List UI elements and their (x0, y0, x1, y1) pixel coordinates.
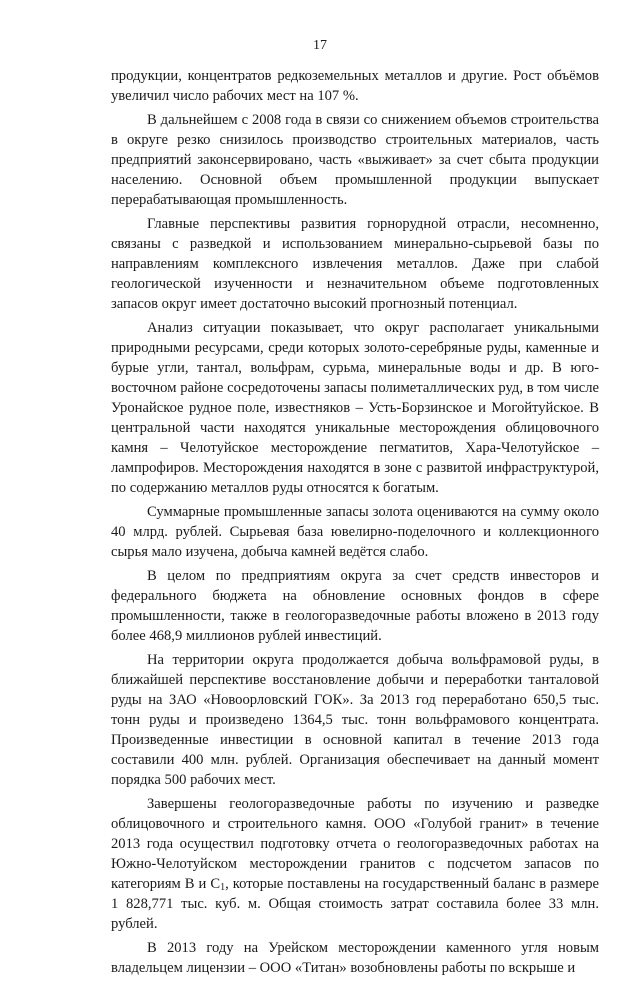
paragraph-4: Анализ ситуации показывает, что округ располагает уникальными природными ресурсами, среди которых золото-серебряные руды, каменные и бурые угли, тантал, вольфрам, сурьма, минеральные воды и др. В юго-восточном районе сосредоточены запасы полиметаллических руд, в том числе Уронайское рудное поле, известняков – Усть-Борзинское и Могойтуйское. В центральной части находятся уникальные месторождения облицовочного камня – Челотуйское месторождение пегматитов, Хара-Челотуйское – лампрофиров. Месторождения находятся в зоне с развитой инфраструктурой, по содержанию металлов руды относятся к богатым. (111, 319, 599, 497)
paragraph-8 (111, 794, 599, 935)
paragraph-3: Главные перспективы развития горнорудной отрасли, несомненно, связаны с разведкой и использованием минерально-сырьевой базы по направлениям комплексного извлечения металлов. Даже при слабой геологической изученности и незначительном объеме подготовленных запасов округ имеет достаточно высокий прогнозный потенциал. (111, 215, 599, 313)
paragraph-6: В целом по предприятиям округа за счет средств инвесторов и федерального бюджета на обновление основных фондов в сфере промышленности, также в геологоразведочные работы вложено в 2013 году более 468,9 миллионов рублей инвестиций. (111, 567, 599, 645)
paragraph-1: продукции, концентратов редкоземельных металлов и другие. Рост объёмов увеличил число рабочих мест на 107 %. (111, 68, 599, 105)
paragraph-2: В дальнейшем с 2008 года в связи со снижением объемов строительства в округе резко снизилось производство строительных материалов, часть предприятий законсервировано, часть «выживает» за счет сбыта продукции населению. Основной объем промышленной продукции выпускает перерабатывающая промышленность. (111, 111, 599, 209)
page-number: 17 (313, 38, 327, 53)
body-text (111, 66, 599, 982)
paragraph-7: На территории округа продолжается добыча вольфрамовой руды, в ближайшей перспективе восстановление добычи и переработки танталовой руды на ЗАО «Новоорловский ГОК». За 2013 год переработано 650,5 тыс. тонн руды и произведено 1364,5 тыс. тонн вольфрамового концентрата. Произведенные инвестиции в основной капитал в течение 2013 года составили 400 млн. рублей. Организация обеспечивает на данный момент порядка 500 рабочих мест. (111, 651, 599, 789)
paragraph-5: Суммарные промышленные запасы золота оцениваются на сумму около 40 млрд. рублей. Сырьевая база ювелирно-поделочного и коллекционного сырья мало изучена, добыча камней ведётся слабо. (111, 503, 599, 561)
paragraph-8-subscript: 1 (220, 882, 226, 894)
paragraph-9: В 2013 году на Урейском месторождении каменного угля новым владельцем лицензии – ООО «Титан» возобновлены работы по вскрыше и (111, 939, 599, 977)
paragraph-8-text-after: , которые поставлены на государственный баланс в размере 1 828,771 тыс. куб. м. Общая стоимость затрат составила более 33 млн. рублей. (111, 876, 599, 933)
paragraph-8-text-before: Завершены геологоразведочные работы по изучению и разведке облицовочного и строительного камня. ООО «Голубой гранит» в течение 2013 года осуществил подготовку отчета о геологоразведочных работах на Южно-Челотуйском месторождении гранитов с подсчетом запасов по категориям В и С (111, 795, 599, 893)
